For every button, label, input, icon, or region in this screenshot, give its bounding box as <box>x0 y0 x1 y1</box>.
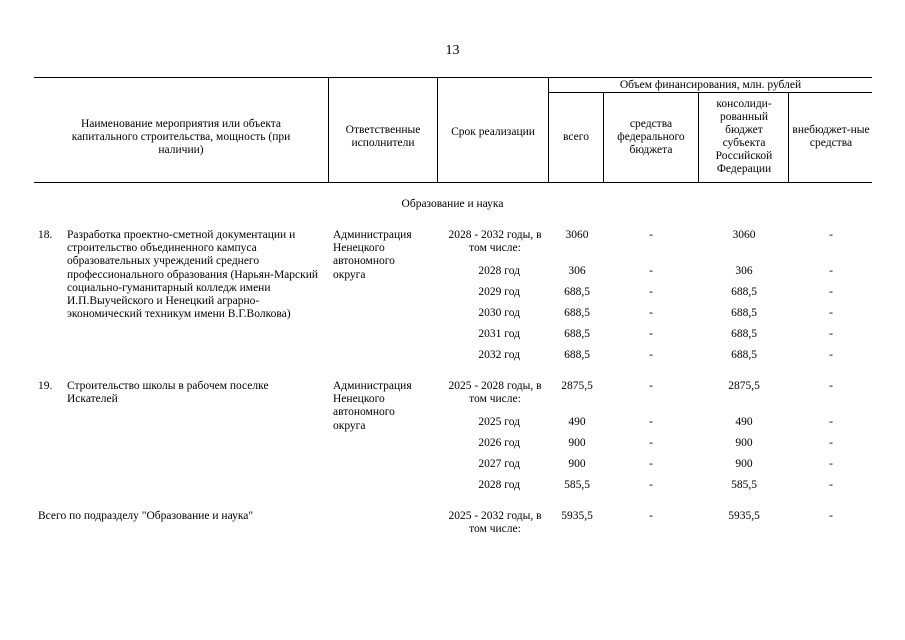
year-total: 490 <box>568 416 586 428</box>
year-total: 306 <box>568 265 586 277</box>
subtotal-period: 2025 - 2032 годы, в том числе: <box>448 510 542 535</box>
year-extra: - <box>829 328 833 340</box>
year-label: 2032 год <box>478 349 520 361</box>
header-regional: консолиди-рованный бюджет субъекта Российской Федерации <box>715 98 773 175</box>
header-executors: Ответственные исполнители <box>345 124 421 149</box>
row-executor: Администрация Ненецкого автономного округа <box>333 380 412 432</box>
page-number: 13 <box>445 43 460 58</box>
year-federal: - <box>649 286 653 298</box>
year-federal: - <box>649 328 653 340</box>
header-extra: внебюджет-ные средства <box>792 124 870 149</box>
subtotal-regional: 5935,5 <box>728 510 760 522</box>
col-divider-2 <box>437 77 438 182</box>
year-federal: - <box>649 458 653 470</box>
year-label: 2031 год <box>478 328 520 340</box>
subtotal-label: Всего по подразделу "Образование и наука" <box>38 510 254 522</box>
year-regional: 585,5 <box>731 479 757 491</box>
year-regional: 688,5 <box>731 286 757 298</box>
year-federal: - <box>649 307 653 319</box>
row-regional: 3060 <box>732 229 756 241</box>
header-federal: средства федерального бюджета <box>617 117 685 156</box>
row-extra: - <box>829 380 833 392</box>
row-name: Строительство школы в рабочем поселке Искателей <box>67 380 269 406</box>
header-funding: Объем финансирования, млн. рублей <box>619 78 802 91</box>
year-regional: 490 <box>735 416 753 428</box>
year-total: 688,5 <box>564 307 590 319</box>
year-regional: 900 <box>735 458 753 470</box>
year-total: 688,5 <box>564 328 590 340</box>
section-title: Образование и наука <box>401 198 504 210</box>
year-federal: - <box>649 265 653 277</box>
subtotal-extra: - <box>829 510 833 522</box>
row-period: 2025 - 2028 годы, в том числе: <box>448 380 542 405</box>
year-total: 900 <box>568 437 586 449</box>
col-divider-5 <box>698 92 699 182</box>
year-label: 2030 год <box>478 307 520 319</box>
year-label: 2025 год <box>478 416 520 428</box>
year-regional: 688,5 <box>731 349 757 361</box>
row-federal: - <box>649 380 653 392</box>
year-label: 2029 год <box>478 286 520 298</box>
year-extra: - <box>829 458 833 470</box>
year-federal: - <box>649 349 653 361</box>
year-regional: 306 <box>735 265 753 277</box>
col-divider-1 <box>328 77 329 182</box>
header-bottom-rule <box>34 182 872 183</box>
header-name: Наименование мероприятия или объекта капитального строительства, мощность (при наличии) <box>71 117 291 156</box>
row-number: 19. <box>38 380 53 392</box>
row-federal: - <box>649 229 653 241</box>
year-total: 688,5 <box>564 349 590 361</box>
year-regional: 900 <box>735 437 753 449</box>
year-total: 585,5 <box>564 479 590 491</box>
year-total: 900 <box>568 458 586 470</box>
row-executor: Администрация Ненецкого автономного округа <box>333 229 412 281</box>
year-total: 688,5 <box>564 286 590 298</box>
year-extra: - <box>829 349 833 361</box>
year-extra: - <box>829 479 833 491</box>
row-total: 3060 <box>565 229 589 241</box>
row-name: Разработка проектно-сметной документации и строительство объединенного кампуса образовательных учреждений среднего профессионального образования (Нарьян-Марский социально-гуманитарный колледж имени И.П.Выучейского и Ненецкий аграрно-экономический техникум имени В.Г.Волкова) <box>67 229 319 321</box>
row-period: 2028 - 2032 годы, в том числе: <box>448 229 542 254</box>
year-extra: - <box>829 307 833 319</box>
row-total: 2875,5 <box>561 380 593 392</box>
header-period: Срок реализации <box>451 125 535 138</box>
year-extra: - <box>829 416 833 428</box>
year-label: 2028 год <box>478 479 520 491</box>
year-extra: - <box>829 437 833 449</box>
year-extra: - <box>829 286 833 298</box>
year-federal: - <box>649 416 653 428</box>
year-federal: - <box>649 437 653 449</box>
year-label: 2027 год <box>478 458 520 470</box>
subtotal-total: 5935,5 <box>561 510 593 522</box>
subtotal-federal: - <box>649 510 653 522</box>
year-label: 2028 год <box>478 265 520 277</box>
year-regional: 688,5 <box>731 328 757 340</box>
row-extra: - <box>829 229 833 241</box>
row-regional: 2875,5 <box>728 380 760 392</box>
year-regional: 688,5 <box>731 307 757 319</box>
col-divider-6 <box>788 92 789 182</box>
year-extra: - <box>829 265 833 277</box>
year-federal: - <box>649 479 653 491</box>
row-number: 18. <box>38 229 53 241</box>
header-total: всего <box>563 130 589 143</box>
year-label: 2026 год <box>478 437 520 449</box>
